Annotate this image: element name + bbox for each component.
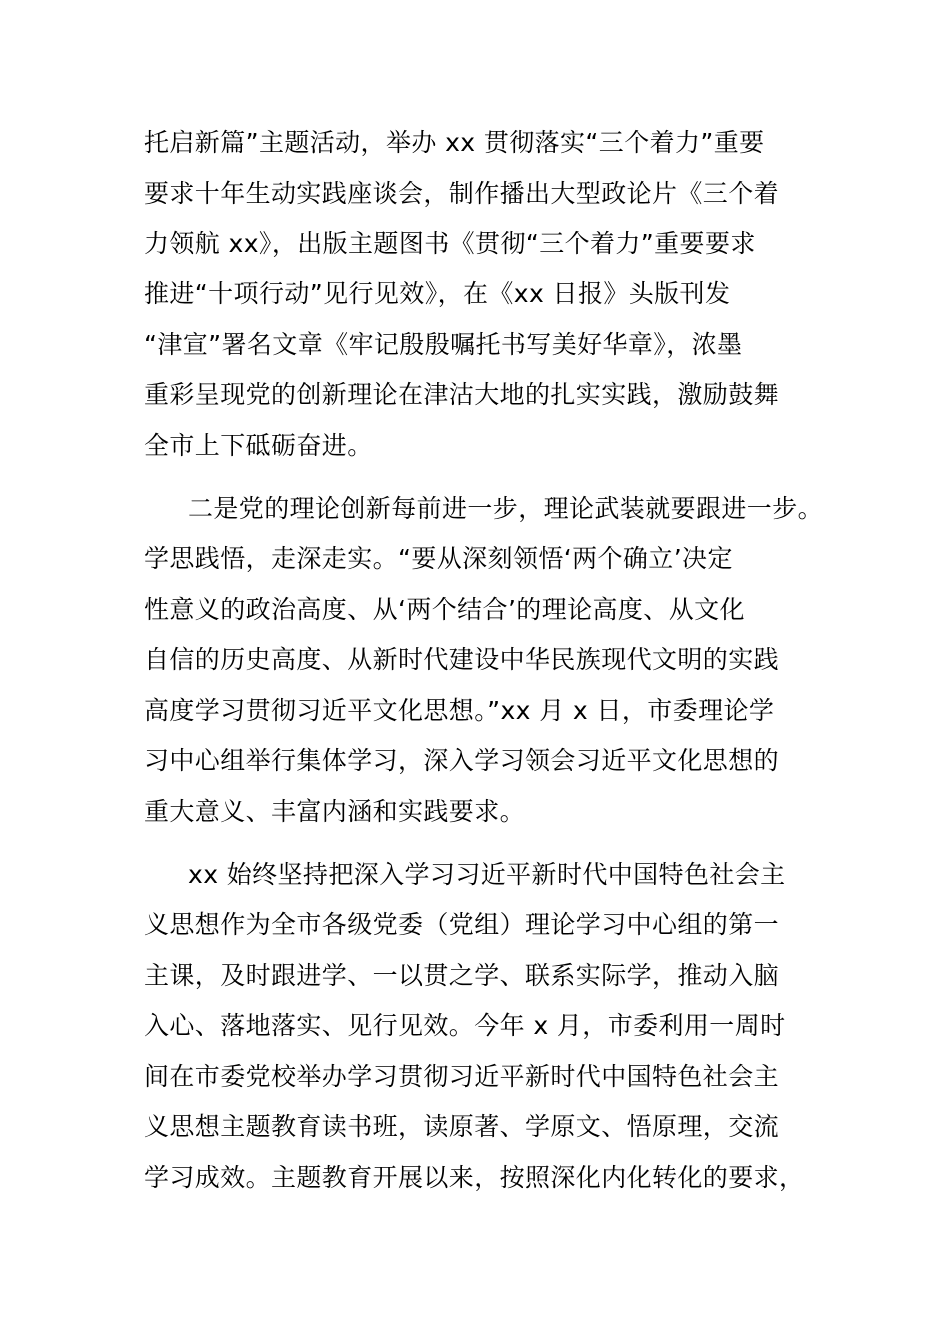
text-line: 高度学习贯彻习近平文化思想。”xx 月 x 日，市委理论学 [144, 696, 775, 725]
text-line: 主课，及时跟进学、一以贯之学、联系实际学，推动入脑 [144, 961, 780, 990]
text-line: 托启新篇”主题活动，举办 xx 贯彻落实“三个着力”重要 [144, 128, 765, 157]
text-line: 义思想主题教育读书班，读原著、学原文、悟原理，交流 [144, 1112, 780, 1141]
text-line: 义思想作为全市各级党委（党组）理论学习中心组的第一 [144, 910, 780, 939]
paragraph-first-line: 二是党的理论创新每前进一步，理论武装就要跟进一步。 [188, 494, 824, 523]
text-line: 全市上下砥砺奋进。 [144, 431, 373, 460]
text-line: 自信的历史高度、从新时代建设中华民族现代文明的实践 [144, 645, 780, 674]
text-line: “津宣”署名文章《牢记殷殷嘱托书写美好华章》，浓墨 [144, 330, 743, 359]
paragraph-first-line: xx 始终坚持把深入学习习近平新时代中国特色社会主 [188, 860, 786, 889]
text-line: 习中心组举行集体学习，深入学习领会习近平文化思想的 [144, 746, 780, 775]
text-line: 学思践悟，走深走实。“要从深刻领悟‘两个确立’决定 [144, 544, 733, 573]
text-line: 重彩呈现党的创新理论在津沽大地的扎实实践，激励鼓舞 [144, 380, 780, 409]
text-line: 入心、落地落实、见行见效。今年 x 月，市委利用一周时 [144, 1011, 786, 1040]
text-line: 重大意义、丰富内涵和实践要求。 [144, 797, 526, 826]
text-line: 力领航 xx》，出版主题图书《贯彻“三个着力”重要要求 [144, 229, 756, 258]
text-line: 性意义的政治高度、从‘两个结合’的理论高度、从文化 [144, 595, 745, 624]
text-line: 学习成效。主题教育开展以来，按照深化内化转化的要求， [144, 1163, 805, 1192]
text-line: 要求十年生动实践座谈会，制作播出大型政论片《三个着 [144, 179, 780, 208]
text-line: 推进“十项行动”见行见效》，在《xx 日报》头版刊发 [144, 279, 731, 308]
text-line: 间在市委党校举办学习贯彻习近平新时代中国特色社会主 [144, 1062, 780, 1091]
